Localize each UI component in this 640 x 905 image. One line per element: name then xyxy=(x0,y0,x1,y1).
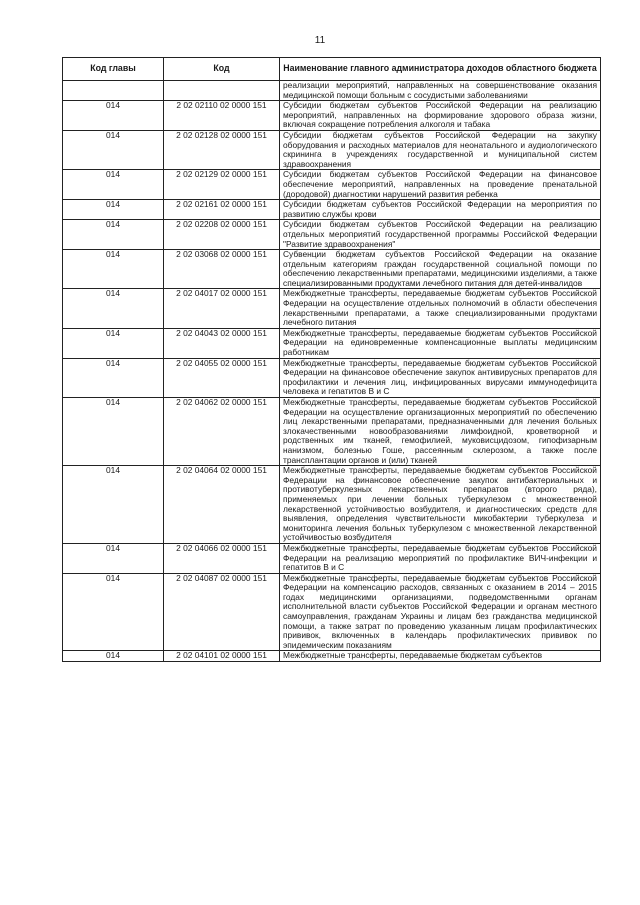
table-header-row xyxy=(63,58,601,81)
table-row xyxy=(63,358,601,397)
cell-code: 2 02 02128 02 0000 151 xyxy=(164,130,280,169)
cell-administrator-name: Межбюджетные трансферты, передаваемые бюджетам субъектов Российской Федерации на реализацию мероприятий по профилактике ВИЧ-инфекции и гепатитов В и С xyxy=(280,543,601,573)
cell-code: 2 02 02208 02 0000 151 xyxy=(164,220,280,250)
cell-administrator-name: Межбюджетные трансферты, передаваемые бюджетам субъектов Российской Федерации на осуществление организационных мероприятий по обеспечению лиц лекарственными препаратами, предназначенными для лечения больных злокачественными новообразованиями лимфоидной, кроветворной и родственных им тканей, гемофилией, муковисцидозом, гипофизарным нанизмом, болезнью Гоше, рассеянным склерозом, а также после трансплантации органов и (или) тканей xyxy=(280,398,601,466)
cell-code: 2 02 02110 02 0000 151 xyxy=(164,101,280,131)
cell-code: 2 02 04055 02 0000 151 xyxy=(164,358,280,397)
table-row xyxy=(63,573,601,651)
cell-code xyxy=(164,81,280,101)
table-row xyxy=(63,170,601,200)
cell-chapter-code: 014 xyxy=(63,651,164,662)
cell-chapter-code: 014 xyxy=(63,358,164,397)
cell-chapter-code: 014 xyxy=(63,130,164,169)
table-row xyxy=(63,130,601,169)
table-row xyxy=(63,651,601,662)
cell-code: 2 02 02129 02 0000 151 xyxy=(164,170,280,200)
table-row xyxy=(63,466,601,544)
cell-code: 2 02 04017 02 0000 151 xyxy=(164,289,280,328)
table-row xyxy=(63,289,601,328)
cell-chapter-code: 014 xyxy=(63,101,164,131)
cell-chapter-code: 014 xyxy=(63,573,164,651)
cell-administrator-name: Межбюджетные трансферты, передаваемые бюджетам субъектов Российской Федерации на компенсацию расходов, связанных с оказанием в 2014 – 2015 годах медицинскими организациями, подведомственными органам исполнительной власти субъектов Российской Федерации и органам местного самоуправления, гражданам Украины и лицам без гражданства медицинской помощи, а также затрат по проведению указанным лицам профилактических прививок, включенных в календарь профилактических прививок по эпидемическим показаниям xyxy=(280,573,601,651)
table-row xyxy=(63,328,601,358)
cell-administrator-name: Субсидии бюджетам субъектов Российской Федерации на реализацию отдельных мероприятий государственной программы Российской Федерации "Развитие здравоохранения" xyxy=(280,220,601,250)
cell-chapter-code: 014 xyxy=(63,398,164,466)
cell-administrator-name: Субсидии бюджетам субъектов Российской Федерации на закупку оборудования и расходных материалов для неонатального и аудиологического скрининга в учреждениях государственной и муниципальной систем здравоохранения xyxy=(280,130,601,169)
table-row xyxy=(63,220,601,250)
cell-chapter-code: 014 xyxy=(63,170,164,200)
cell-code: 2 02 03068 02 0000 151 xyxy=(164,250,280,289)
table-row xyxy=(63,398,601,466)
table-row xyxy=(63,81,601,101)
cell-chapter-code: 014 xyxy=(63,328,164,358)
cell-code: 2 02 04066 02 0000 151 xyxy=(164,543,280,573)
cell-administrator-name: Субсидии бюджетам субъектов Российской Федерации на реализацию мероприятий, направленных на формирование здорового образа жизни, включая сокращение потребления алкоголя и табака xyxy=(280,101,601,131)
cell-code: 2 02 04087 02 0000 151 xyxy=(164,573,280,651)
cell-administrator-name: Межбюджетные трансферты, передаваемые бюджетам субъектов Российской Федерации на единовременные компенсационные выплаты медицинским работникам xyxy=(280,328,601,358)
table-body xyxy=(63,81,601,662)
cell-chapter-code: 014 xyxy=(63,220,164,250)
cell-chapter-code: 014 xyxy=(63,543,164,573)
cell-chapter-code: 014 xyxy=(63,250,164,289)
budget-revenue-table xyxy=(62,57,601,662)
cell-administrator-name: Межбюджетные трансферты, передаваемые бюджетам субъектов Российской Федерации на финансовое обеспечение закупок антивирусных препаратов для профилактики и лечения лиц, инфицированных вирусами иммунодефицита человека и гепатитов В и С xyxy=(280,358,601,397)
cell-chapter-code xyxy=(63,81,164,101)
cell-administrator-name: Межбюджетные трансферты, передаваемые бюджетам субъектов Российской Федерации на финансовое обеспечение закупок антибактериальных и противотуберкулезных лекарственных препаратов (второго ряда), применяемых при лечении больных туберкулезом с множественной лекарственной устойчивостью возбудителя, и диагностических средств для выявления, определения чувствительности микобактерии туберкулеза и мониторинга лечения больных туберкулезом с множественной лекарственной устойчивостью возбудителя xyxy=(280,466,601,544)
cell-code: 2 02 04101 02 0000 151 xyxy=(164,651,280,662)
cell-administrator-name: Субсидии бюджетам субъектов Российской Федерации на мероприятия по развитию службы крови xyxy=(280,200,601,220)
cell-chapter-code: 014 xyxy=(63,466,164,544)
cell-administrator-name: Межбюджетные трансферты, передаваемые бюджетам субъектов xyxy=(280,651,601,662)
cell-administrator-name: реализации мероприятий, направленных на совершенствование оказания медицинской помощи больным с сосудистыми заболеваниями xyxy=(280,81,601,101)
table-row xyxy=(63,250,601,289)
table-row xyxy=(63,101,601,131)
cell-code: 2 02 02161 02 0000 151 xyxy=(164,200,280,220)
table-row xyxy=(63,543,601,573)
cell-code: 2 02 04064 02 0000 151 xyxy=(164,466,280,544)
cell-administrator-name: Межбюджетные трансферты, передаваемые бюджетам субъектов Российской Федерации на осуществление отдельных полномочий в области обеспечения лекарственными препаратами, а также специализированными продуктами лечебного питания xyxy=(280,289,601,328)
cell-code: 2 02 04062 02 0000 151 xyxy=(164,398,280,466)
cell-chapter-code: 014 xyxy=(63,200,164,220)
cell-administrator-name: Субсидии бюджетам субъектов Российской Федерации на финансовое обеспечение мероприятий, направленных на проведение пренатальной (дородовой) диагностики нарушений развития ребенка xyxy=(280,170,601,200)
cell-administrator-name: Субвенции бюджетам субъектов Российской Федерации на оказание отдельным категориям граждан государственной социальной помощи по обеспечению лекарственными препаратами, медицинскими изделиями, а также специализированными продуктами лечебного питания для детей-инвалидов xyxy=(280,250,601,289)
table-row xyxy=(63,200,601,220)
header-administrator-name: Наименование главного администратора доходов областного бюджета xyxy=(280,58,601,81)
cell-code: 2 02 04043 02 0000 151 xyxy=(164,328,280,358)
page-number: 11 xyxy=(314,35,326,46)
cell-chapter-code: 014 xyxy=(63,289,164,328)
header-code: Код xyxy=(164,58,280,81)
header-chapter-code: Код главы xyxy=(63,58,164,81)
